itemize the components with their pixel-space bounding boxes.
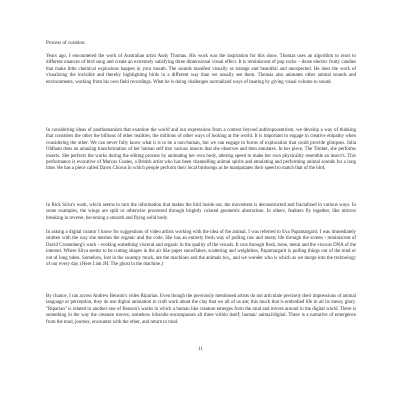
paragraph-5: By chance, I ran across Andrew Benson's video Riparian. Even though the previously mentioned artists do not articulate precisely their impressions of animal language or perception, they do use digital animation to craft work about the clay that we all of us are; this muck that is embodied life in all its messy glory. "Riparian" is related to another one of Benson's works in which a human like creature emerges from the mud and moves around in the digital world. There is something in the way the creature moves; somehow it/he/she encompasses all three within itself; human/ animal/digital. There is a narrative of emergence from the mud, journey, encounter with the other, and return to mud. xyxy=(46,294,356,325)
page-number: 11 xyxy=(198,347,203,352)
section-heading: Process of curation: xyxy=(46,41,86,46)
paragraph-1: Years ago, I encountered the work of Australian artist Andy Thomas. His work was the inspiration for this show. Thomas uses an algorithm to react to different nuances of bird song and create an extremely satisfying three dimensional visual effect. It is reminiscent of pop rocks – those electric fruity candies that make little chemical explosions happen in your mouth. The sounds manifest visually as strange and beautiful and unexpected. He does the work of visualizing the invisible and thereby highlighting birds in a different way than we usually see them. Thomas also animates other animal sounds and environments, working from his own field recordings. What he is doing challenges normalized ways of hearing by giving visual volume to sound. xyxy=(46,54,356,85)
paragraph-2: In considering ideas of posthumanism that examine the world and our expressions from a context beyond anthropocentrism, we develop a way of thinking that considers the other the billions of other realities, the millions of other ways of looking at the world. It is important to engage in creative empathy when considering the other. We can never fully know what it is to be a non-human, but we can engage in forms of exploration that could provide glimpses. Julia Oldham does an amazing transformation of her human self into various insects that she observes and then emulates. In her piece, The Timber, she performs insects. She perfects the works during the editing process by animating her own body, altering speed to make her own physicality resemble an insect's. This performance is evocative of Marcus Coates, a British artist who has been channelling animal spirits and emulating and performing animal sounds for a long time. He has a piece called Dawn Chorus in which people perform their local birdsongs as he manipulates their speed to match that of the bird. xyxy=(46,128,356,172)
paragraph-3: In Rick Silva's work, which seems to turn the information that makes the bird inside out, the movement is deconstructed and fractalized in various ways. In some examples, the wings are split or otherwise processed through brightly colored geometric abstraction. In others, feathers fly together, like mirrors breaking in reverse, becoming a smooth and flying solid body. xyxy=(46,203,356,221)
paragraph-4: In asking a digital curator I know for suggestions of video artists working with the idea of the animal, I was referred to Eva Papamargarit. I was immediately smitten with the way she meshes the organic and the code. She has an entirely fresh way of pulling raw and meaty life through the screen - reminiscent of David Cronenberg's work - evoking something visceral and organic in the quality of the visuals. It cuts through flesh, bone, metal and the viscous DNA of the internet. Where Silva seems to be cutting shapes in the air like paper snowflakes, scattering and weightless, Papamargarit is pulling things out of the mud or out of long tubes. Somehow, lost in the swampy muck, are the machines and the animals too,, and we wonder who is which as we merge into the technology of our every day. (Here I am JH. The ghost in the machine.) xyxy=(46,230,356,268)
